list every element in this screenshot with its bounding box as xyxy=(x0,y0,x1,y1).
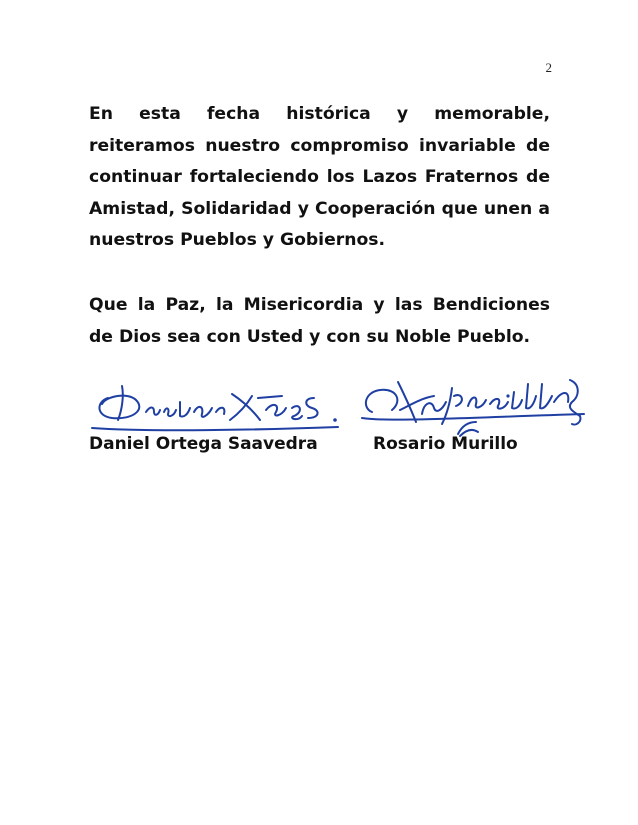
page-number: 2 xyxy=(545,60,552,75)
signatory-name-ortega: Daniel Ortega Saavedra xyxy=(89,434,318,454)
paragraph-commitment: En esta fecha histórica y memorable, reiteramos nuestro compromiso invariable de continuar fortaleciendo los Lazos Fraternos de Amistad, Solidaridad y Cooperación que unen a nuestros Pueblos y Gobiernos. xyxy=(89,104,550,250)
paragraph-blessing: Que la Paz, la Misericordia y las Bendiciones de Dios sea con Usted y con su Noble Pueblo. xyxy=(89,295,550,347)
signature-ortega-image xyxy=(88,372,344,434)
signatory-name-murillo: Rosario Murillo xyxy=(373,434,518,454)
